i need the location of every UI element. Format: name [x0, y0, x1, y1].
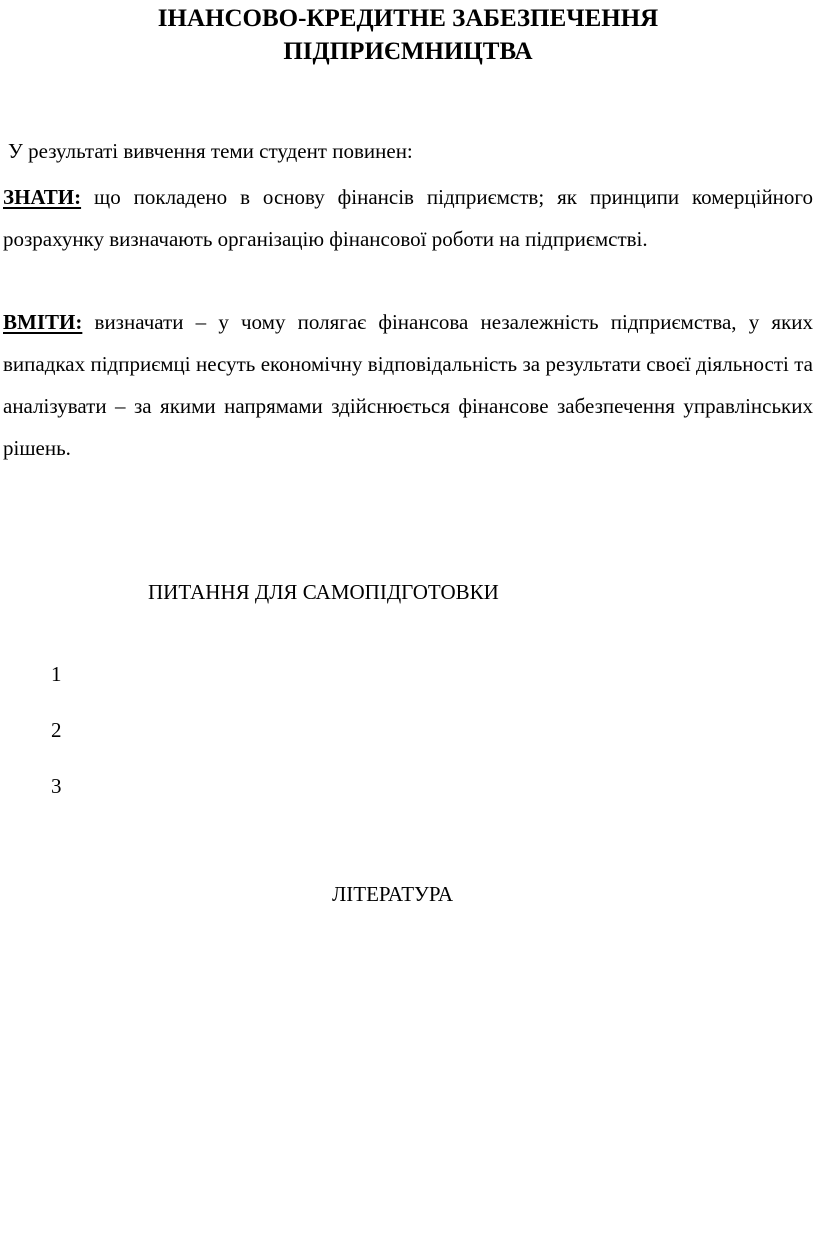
document-title-line-1: ІНАНСОВО-КРЕДИТНЕ ЗАБЕЗПЕЧЕННЯ: [157, 5, 659, 32]
be-able-paragraph: [3, 301, 813, 469]
know-text: що покладено в основу фінансів підприємств; як принципи комерційного розрахунку визначають організацію фінансової роботи на підприємстві.: [3, 185, 814, 251]
document-title-line-2: ПІДПРИЄМНИЦТВА: [283, 38, 533, 65]
question-item: 1: [51, 662, 62, 686]
be-able-term: ВМІТИ:: [3, 310, 83, 334]
questions-heading: ПИТАННЯ ДЛЯ САМОПІДГОТОВКИ: [148, 580, 499, 604]
know-paragraph: [3, 176, 813, 260]
question-item: 3: [51, 774, 62, 798]
be-able-text: визначати – у чому полягає фінансова незалежність підприємства, у яких випадках підприємці несуть економічну відповідальність за результати своєї діяльності та аналізувати – за якими напрямами здійснюється фінансове забезпечення управлінських рішень.: [3, 310, 814, 460]
literature-heading: ЛІТЕРАТУРА: [332, 882, 454, 906]
know-term: ЗНАТИ:: [3, 185, 82, 209]
question-item: 2: [51, 718, 62, 742]
intro-text: У результаті вивчення теми студент повинен:: [8, 139, 413, 163]
